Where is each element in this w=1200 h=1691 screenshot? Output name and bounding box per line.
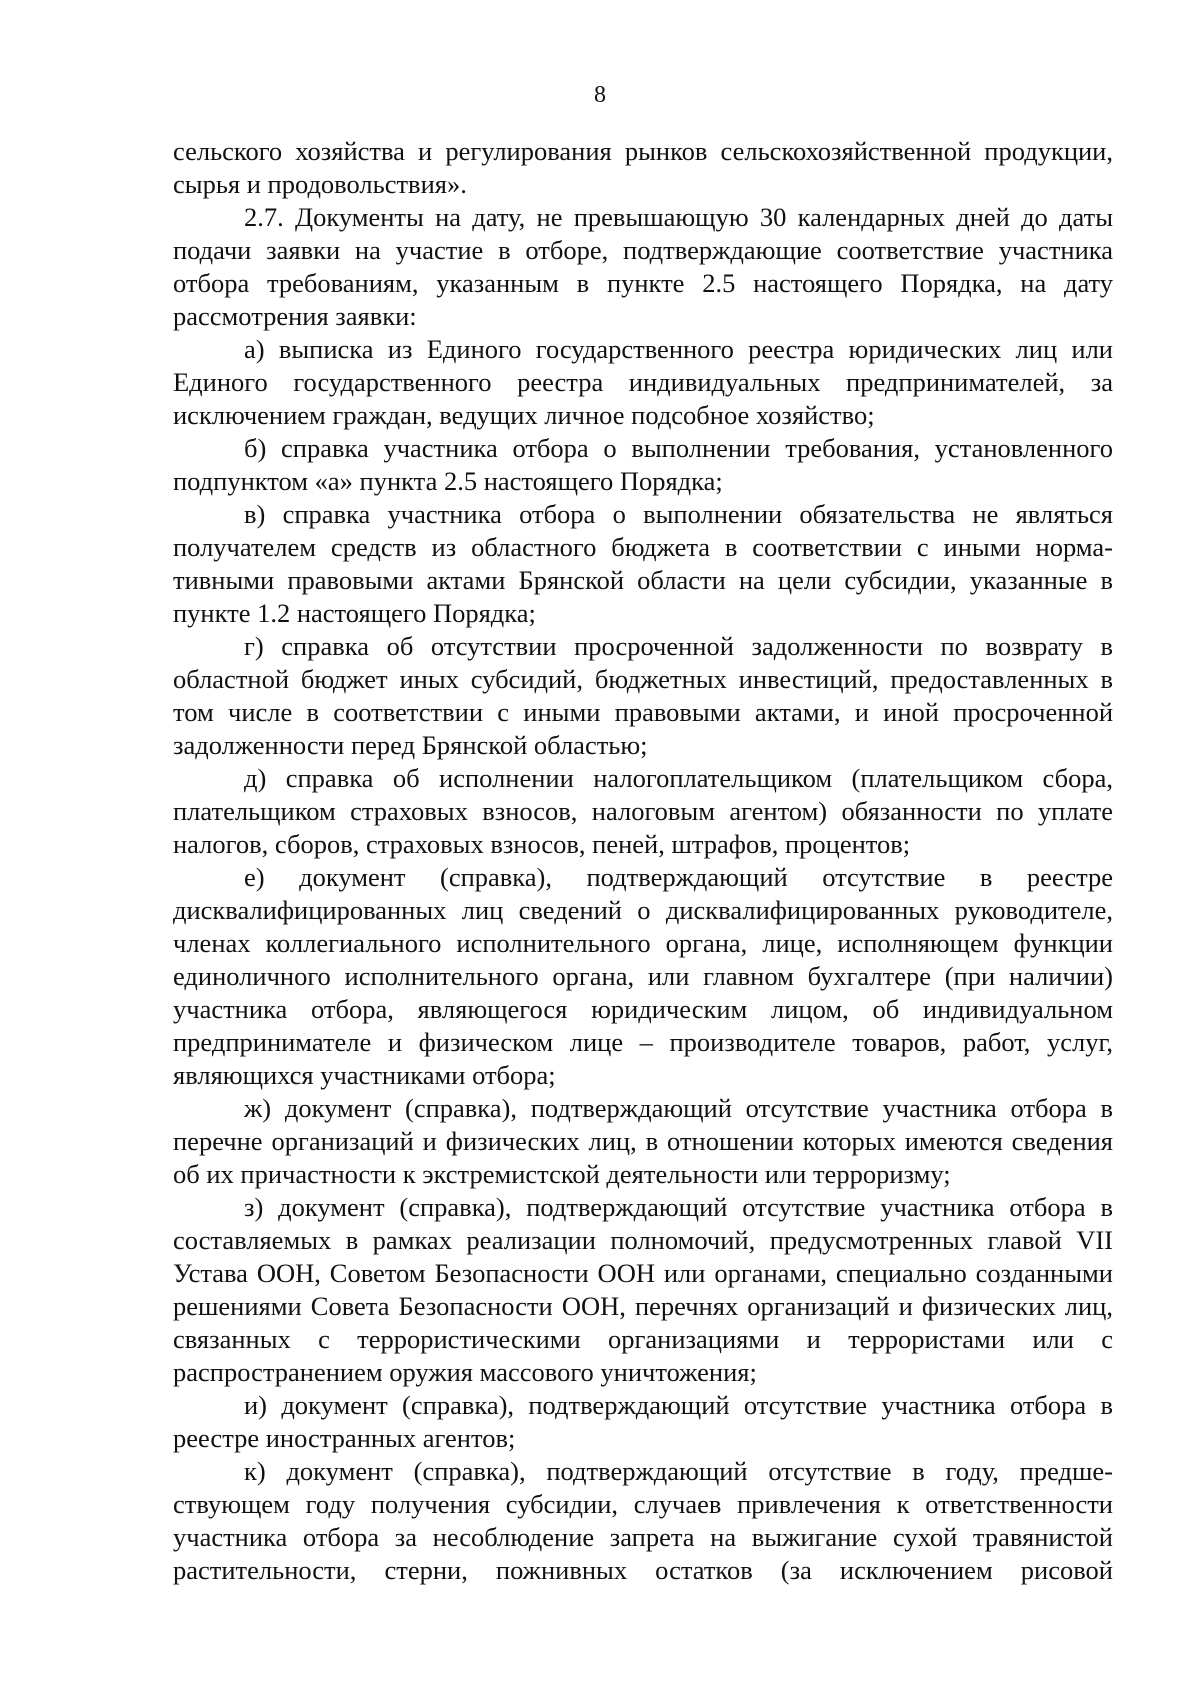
paragraph-2-7: 2.7. Документы на дату, не превышающую 30 календарных дней до даты подачи заявки на участие в отборе, подтверждающие соответствие участника отбора требованиям, указанным в пункте 2.5 настоящего Порядка, на дату рассмотрения заявки: (173, 202, 1113, 331)
paragraph-item-v: в) справка участника отбора о выполнении обязательства не являться получателем средств из областного бюджета в соответствии с иными нормативными правовыми актами Брянской области на цели субсидии, указанные в пункте 1.2 настоящего Порядка; (173, 499, 1113, 628)
paragraph-item-g: г) справка об отсутствии просроченной задолженности по возврату в областной бюджет иных субсидий, бюджетных инвестиций, предоставленных в том числе в соответствии с иными правовыми актами, и иной просроченной задолженности перед Брянской областью; (173, 631, 1113, 760)
paragraph-item-a: а) выписка из Единого государственного реестра юридических лиц или Единого государственного реестра индивидуальных предпринимателей, за исключением граждан, ведущих личное подсобное хозяйство; (173, 334, 1113, 430)
paragraph-item-k: к) документ (справка), подтверждающий отсутствие в году, предшествующем году получения субсидии, случаев привлечения к ответственности участника отбора за несоблюдение запрета на выжигание сухой травянистой растительности, стерни, пожнивных остатков (за исключением рисовой (173, 1456, 1113, 1585)
page-number: 8 (594, 82, 606, 108)
document-body (173, 135, 1113, 1587)
paragraph-item-e: е) документ (справка), подтверждающий отсутствие в реестре дисквалифицированных лиц сведений о дисквалифицированных руководителе, членах коллегиального исполнительного органа, лице, исполняющем функции единоличного исполнительного органа, или главном бухгалтере (при наличии) участника отбора, являющегося юридическим лицом, об индивидуальном предпринимателе и физическом лице – производителе товаров, работ, услуг, являющихся участниками отбора; (173, 862, 1113, 1090)
paragraph-continuation: сельского хозяйства и регулирования рынков сельскохозяйственной продукции, сырья и продовольствия». (173, 136, 1113, 199)
paragraph-item-zh: ж) документ (справка), подтверждающий отсутствие участника отбора в перечне организаций и физических лиц, в отношении которых имеются сведения об их причастности к экстремистской деятельности или терроризму; (173, 1093, 1113, 1189)
paragraph-item-z: з) документ (справка), подтверждающий отсутствие участника отбора в составляемых в рамках реализации полномочий, предусмотренных главой VII Устава ООН, Советом Безопасности ООН или органами, специально созданными решениями Совета Безопасности ООН, перечнях организаций и физических лиц, связанных с террористическими организациями и террористами или с распространением оружия массового уничтожения; (173, 1192, 1113, 1387)
paragraph-item-d: д) справка об исполнении налогоплательщиком (плательщиком сбора, плательщиком страховых взносов, налоговым агентом) обязанности по уплате налогов, сборов, страховых взносов, пеней, штрафов, процентов; (173, 763, 1113, 859)
paragraph-item-b: б) справка участника отбора о выполнении требования, установленного подпунктом «а» пункта 2.5 настоящего Порядка; (173, 433, 1113, 496)
paragraph-item-i: и) документ (справка), подтверждающий отсутствие участника отбора в реестре иностранных агентов; (173, 1390, 1113, 1453)
